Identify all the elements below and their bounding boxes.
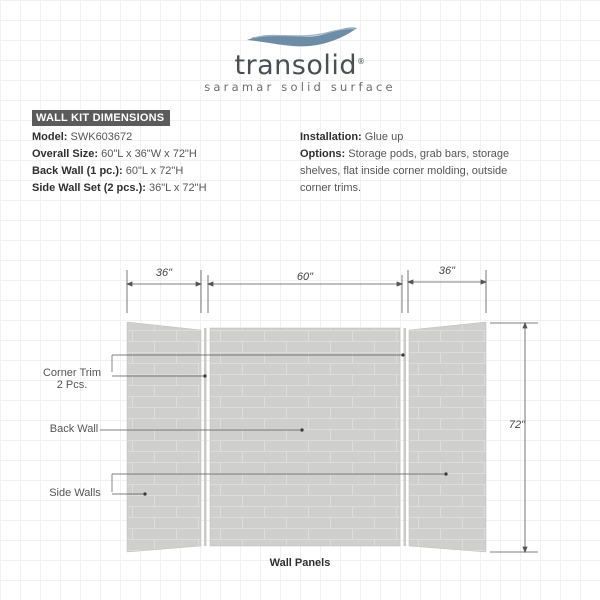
dim-label-height: 72" (508, 419, 526, 431)
dim-label-left: 36" (155, 267, 173, 279)
spec-back-wall: Back Wall (1 pc.): 60"L x 72"H (32, 165, 184, 177)
corner-trim-left (204, 328, 207, 546)
back-wall-panel (210, 328, 400, 546)
left-side-wall-panel (127, 322, 201, 552)
dim-label-center: 60" (296, 271, 314, 283)
dim-label-right: 36" (438, 265, 456, 277)
right-side-wall-panel (409, 322, 486, 552)
callout-side-walls: Side Walls (49, 487, 101, 499)
spec-overall-size: Overall Size: 60"L x 36"W x 72"H (32, 148, 197, 160)
spec-model: Model: SWK603672 (32, 131, 133, 143)
corner-trim-right (404, 328, 407, 546)
installation-line: Installation: Glue up (300, 131, 404, 143)
brand-tagline: saramar solid surface (204, 80, 396, 94)
wall-panels-caption: Wall Panels (269, 557, 331, 569)
wall-kit-dimensions-heading: WALL KIT DIMENSIONS (32, 110, 170, 126)
callout-corner-trim-line2: 2 Pcs. (56, 379, 88, 391)
options-line: Options: Storage pods, grab bars, storage shelves, flat inside corner molding, outside corner trims. (300, 148, 510, 194)
spec-side-wall-set: Side Wall Set (2 pcs.): 36"L x 72"H (32, 182, 207, 194)
callout-corner-trim-line1: Corner Trim (42, 367, 102, 379)
callout-back-wall: Back Wall (49, 423, 99, 435)
brand-name: transolid® (234, 50, 366, 81)
callout-corner-trim (34, 367, 110, 391)
